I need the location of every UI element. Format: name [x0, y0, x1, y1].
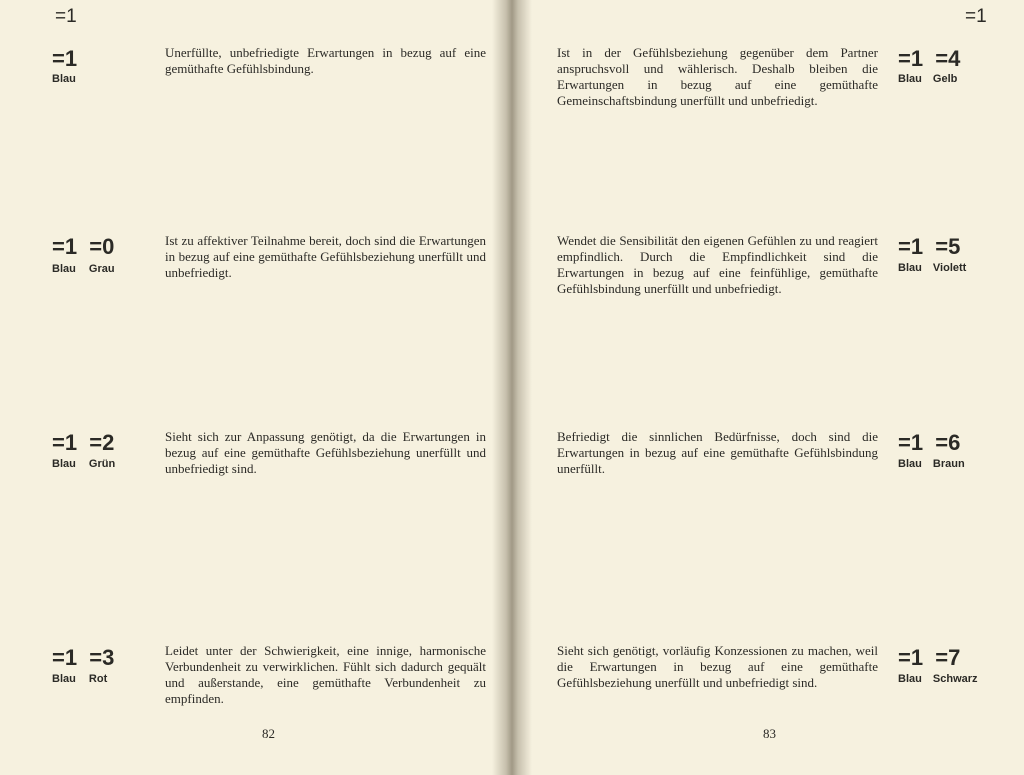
left-running-header: =1	[55, 6, 77, 27]
left-entry-1-text: Unerfüllte, unbefriedigte Erwartungen in bezug auf eine gemüthafte Gefühlsbindung.	[165, 45, 486, 76]
right-entry-1-colors	[898, 73, 957, 85]
right-entry-4-text: Sieht sich genötigt, vorläufig Konzessionen zu machen, weil die Erwartungen in bezug auf eine gemüthafte Gefühlsbeziehung unerfüllt und unbefriedigt sind.	[557, 643, 878, 690]
right-entry-1-code	[898, 46, 960, 72]
color-name: Braun	[932, 458, 965, 470]
code-part: =0	[89, 234, 115, 259]
left-entry-1-colors	[52, 73, 76, 85]
color-name: Blau	[52, 673, 76, 685]
left-entry-3-text: Sieht sich zur Anpassung genötigt, da die Erwartungen in bezug auf eine gemüthafte Gefühlsbeziehung unerfüllt und unbefriedigt sind.	[165, 429, 486, 476]
code-part: =1	[898, 645, 924, 670]
code-part: =1	[898, 234, 924, 259]
code-part: =2	[89, 430, 115, 455]
left-entry-3-colors	[52, 458, 115, 470]
right-entry-2-text: Wendet die Sensibilität den eigenen Gefühlen zu und reagiert empfindlich. Durch die Empfindlichkeit sind die Erwartungen in bezug auf eine feinfühlige, gemüthafte Gefühlsbindung unerfüllt und unbefriedigt.	[557, 233, 878, 296]
left-page-number: 82	[262, 726, 275, 741]
right-entry-3-text: Befriedigt die sinnlichen Bedürfnisse, doch sind die Erwartungen in bezug auf eine gemüthafte Gefühlsbindung unerfüllt.	[557, 429, 878, 476]
left-entry-2-code	[52, 234, 114, 260]
right-entry-2-code	[898, 234, 960, 260]
left-entry-4-colors	[52, 673, 107, 685]
code-part: =1	[52, 430, 78, 455]
left-entry-2-colors	[52, 263, 115, 275]
right-entry-4-colors	[898, 673, 978, 685]
code-part: =1	[898, 46, 924, 71]
color-name: Violett	[932, 262, 967, 274]
color-name: Blau	[898, 262, 922, 274]
code-part: =1	[52, 645, 78, 670]
color-name: Schwarz	[932, 673, 978, 685]
code-part: =4	[935, 46, 961, 71]
code-part: =1	[52, 234, 78, 259]
color-name: Blau	[52, 263, 76, 275]
right-page-number: 83	[763, 726, 776, 741]
left-entry-1-code	[52, 46, 77, 72]
color-name: Grün	[88, 458, 116, 470]
code-part: =1	[52, 46, 78, 71]
color-name: Blau	[898, 458, 922, 470]
right-entry-1-text: Ist in der Gefühlsbeziehung gegenüber dem Partner anspruchsvoll und wählerisch. Deshalb bleiben die Erwartungen in bezug auf eine gemüthafte Gemeinschaftsbindung unerfüllt und unbefriedigt.	[557, 45, 878, 108]
color-name: Blau	[898, 73, 922, 85]
right-entry-3-colors	[898, 458, 965, 470]
book-gutter	[492, 0, 532, 775]
code-part: =6	[935, 430, 961, 455]
left-entry-3-code	[52, 430, 114, 456]
left-entry-4-text: Leidet unter der Schwierigkeit, eine innige, harmonische Verbundenheit zu verwirklichen. Fühlt sich dadurch gequält und außerstande, eine gemüthafte Verbundenheit zu empfinden.	[165, 643, 486, 706]
code-part: =1	[898, 430, 924, 455]
code-part: =3	[89, 645, 115, 670]
right-running-header: =1	[965, 6, 987, 27]
color-name: Grau	[88, 263, 115, 275]
color-name: Blau	[52, 458, 76, 470]
color-name: Gelb	[932, 73, 958, 85]
right-entry-3-code	[898, 430, 960, 456]
color-name: Blau	[52, 73, 76, 85]
left-entry-2-text: Ist zu affektiver Teilnahme bereit, doch sind die Erwartungen in bezug auf eine gemüthafte Gefühlsbeziehung unerfüllt und unbefriedigt.	[165, 233, 486, 280]
right-entry-4-code	[898, 645, 960, 671]
code-part: =5	[935, 234, 961, 259]
color-name: Blau	[898, 673, 922, 685]
code-part: =7	[935, 645, 961, 670]
right-entry-2-colors	[898, 262, 966, 274]
color-name: Rot	[88, 673, 108, 685]
left-entry-4-code	[52, 645, 114, 671]
